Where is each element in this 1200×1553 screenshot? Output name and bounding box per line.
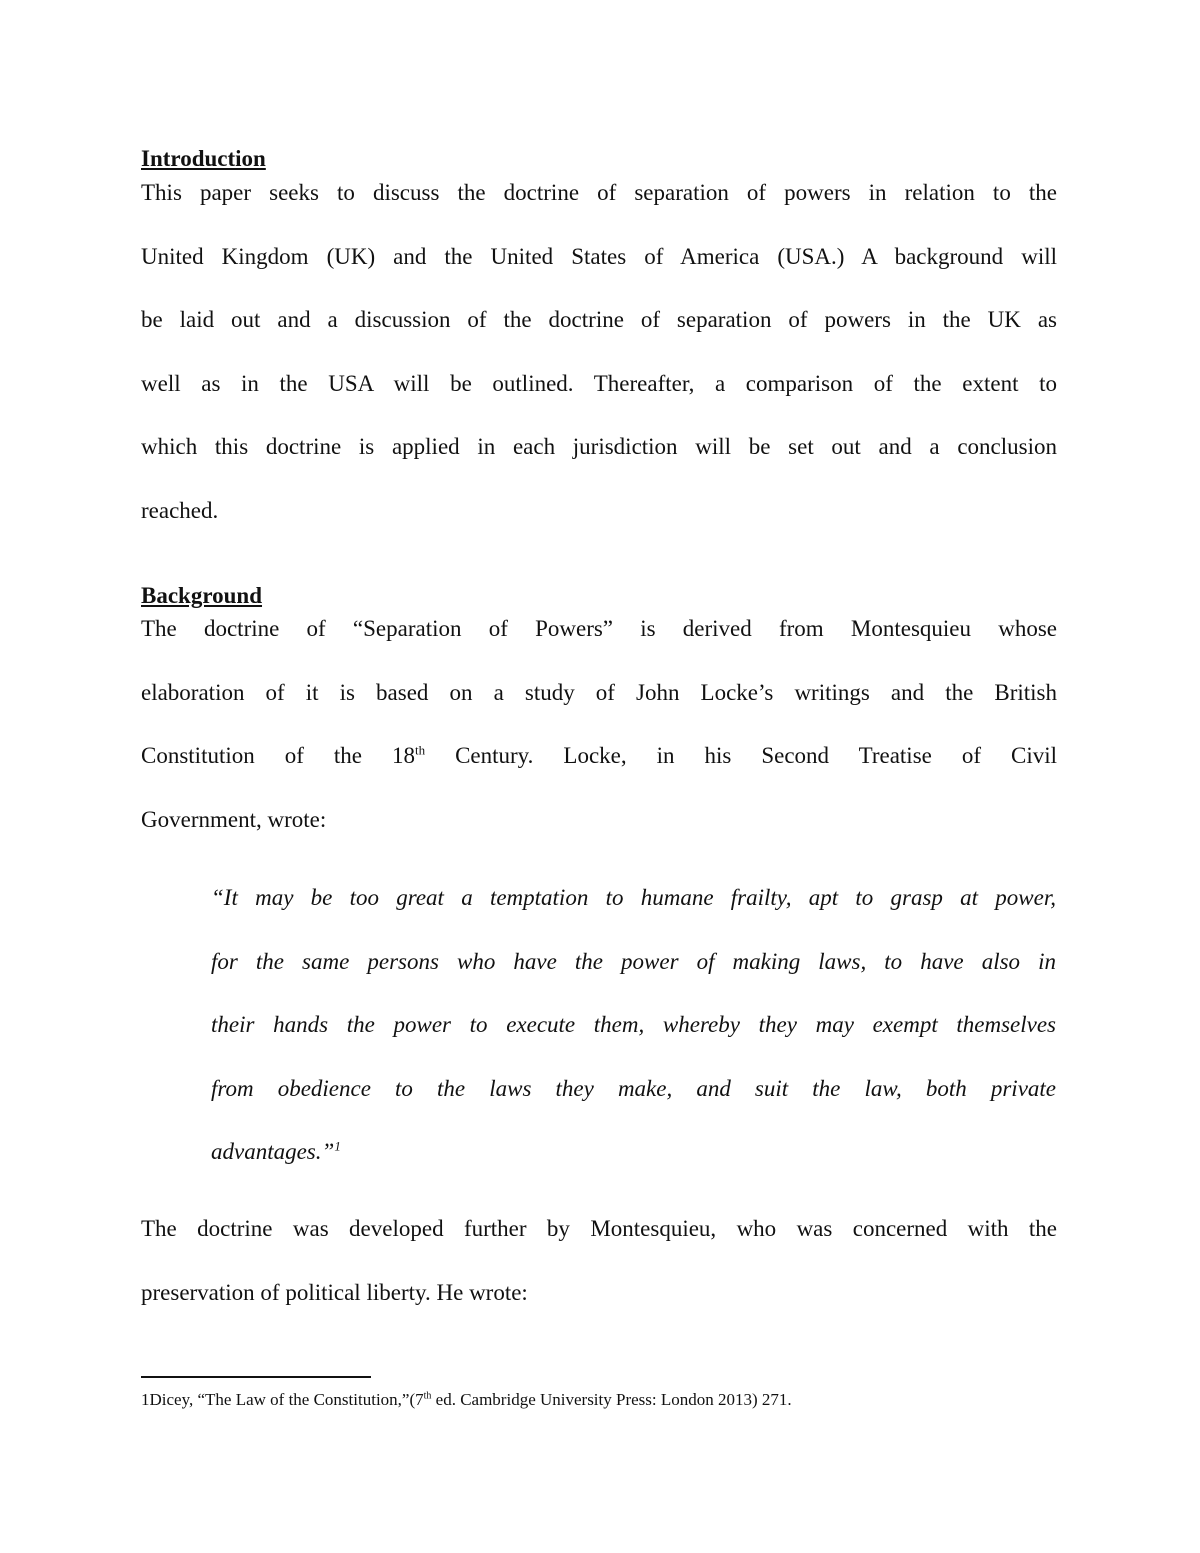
footnote-text: 1Dicey, “The Law of the Constitution,”(7 (141, 1390, 424, 1409)
background-line-text: Constitution of the 18 (141, 743, 415, 768)
continuation-line: The doctrine was developed further by Montesquieu, who was concerned with the (141, 1216, 1057, 1241)
introduction-line: which this doctrine is applied in each jurisdiction will be set out and a conclusion (141, 434, 1057, 459)
introduction-heading: Introduction (141, 146, 266, 171)
background-line: elaboration of it is based on a study of John Locke’s writings and the British (141, 679, 1057, 705)
background-heading: Background (141, 583, 263, 608)
introduction-line: reached. (141, 497, 219, 523)
quote-line: their hands the power to execute them, whereby they may exempt themselves (211, 1012, 1056, 1037)
introduction-line: well as in the USA will be outlined. Thereafter, a comparison of the extent to (141, 370, 1057, 396)
quote-line: from obedience to the laws they make, and suit the law, both private (211, 1075, 1056, 1101)
block-quote (211, 866, 1056, 1184)
continuation-line: preservation of political liberty. He wrote: (141, 1279, 528, 1305)
quote-line (211, 1120, 1056, 1184)
background-line: Government, wrote: (141, 806, 327, 832)
background-line-text: Century. Locke, in his Second Treatise of Civil (425, 743, 1058, 768)
introduction-line: be laid out and a discussion of the doctrine of separation of powers in the UK as (141, 307, 1057, 332)
quote-line: “It may be too great a temptation to humane frailty, apt to grasp at power, (211, 885, 1056, 910)
introduction-line: United Kingdom (UK) and the United States of America (USA.) A background will (141, 243, 1057, 269)
background-line: The doctrine of “Separation of Powers” is derived from Montesquieu whose (141, 616, 1057, 641)
background-line (141, 724, 1057, 788)
quote-line-text: advantages.” (211, 1139, 335, 1164)
background-paragraph (141, 597, 1057, 851)
footnote-superscript: th (423, 1390, 432, 1402)
introduction-line: This paper seeks to discuss the doctrine of separation of powers in relation to the (141, 180, 1057, 205)
footnote-text: ed. Cambridge University Press: London 2013) 271. (431, 1390, 792, 1409)
footnote-separator (141, 1376, 371, 1378)
quote-line: for the same persons who have the power of making laws, to have also in (211, 948, 1056, 974)
ordinal-superscript: th (414, 742, 426, 758)
introduction-paragraph (141, 161, 1057, 542)
footnote-reference: 1 (334, 1138, 341, 1154)
continuation-paragraph (141, 1197, 1057, 1324)
footnote (141, 1390, 792, 1410)
